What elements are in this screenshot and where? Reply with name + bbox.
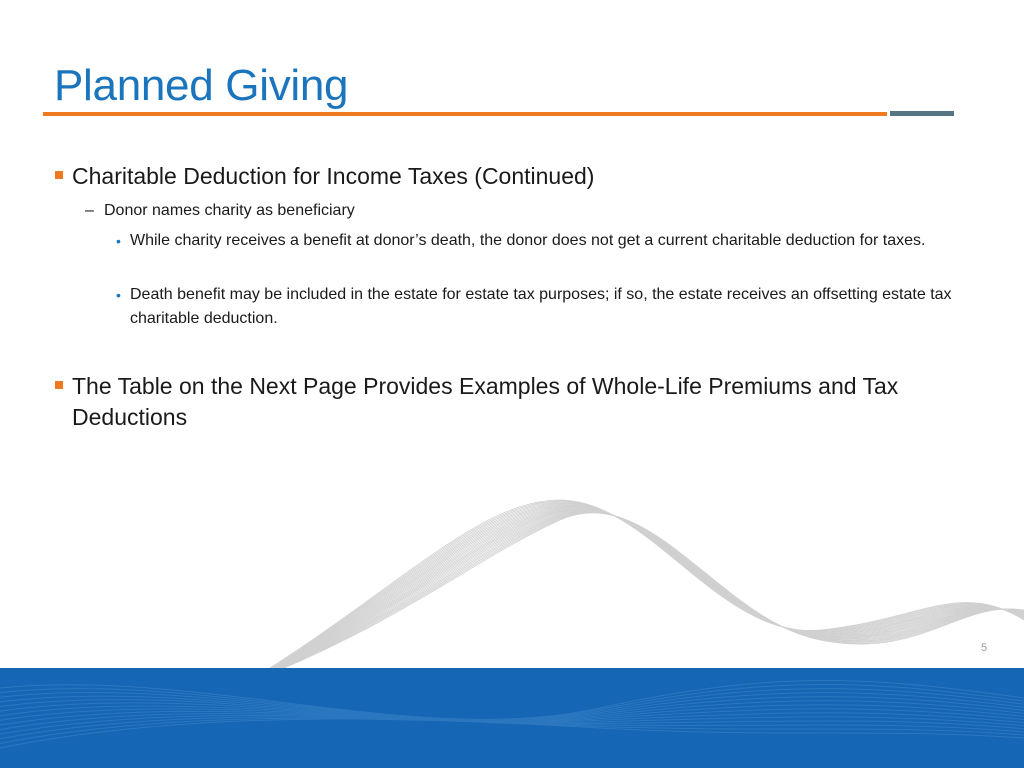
page-number: 5: [980, 642, 988, 654]
dot-bullet-icon: •: [116, 287, 121, 303]
footer-wave-pattern: [0, 668, 1024, 768]
dot-bullet-icon: •: [116, 233, 121, 249]
footer-wave-group: [0, 681, 1024, 749]
slide-title: Planned Giving: [54, 61, 349, 110]
bullet-text: Charitable Deduction for Income Taxes (Continued): [72, 163, 595, 189]
footer-band: [0, 668, 1024, 768]
bullet-text: Donor names charity as beneficiary: [104, 202, 355, 219]
bullet-text: While charity receives a benefit at donor’s death, the donor does not get a current charitable deduction for taxes.: [130, 232, 926, 249]
bullet-text: Death benefit may be included in the estate for estate tax purposes; if so, the estate receives an offsetting estate tax charitable deduction.: [130, 286, 952, 327]
bullet-text: The Table on the Next Page Provides Examples of Whole-Life Premiums and Tax Deductions: [72, 373, 899, 430]
dash-bullet-icon: –: [85, 202, 94, 219]
